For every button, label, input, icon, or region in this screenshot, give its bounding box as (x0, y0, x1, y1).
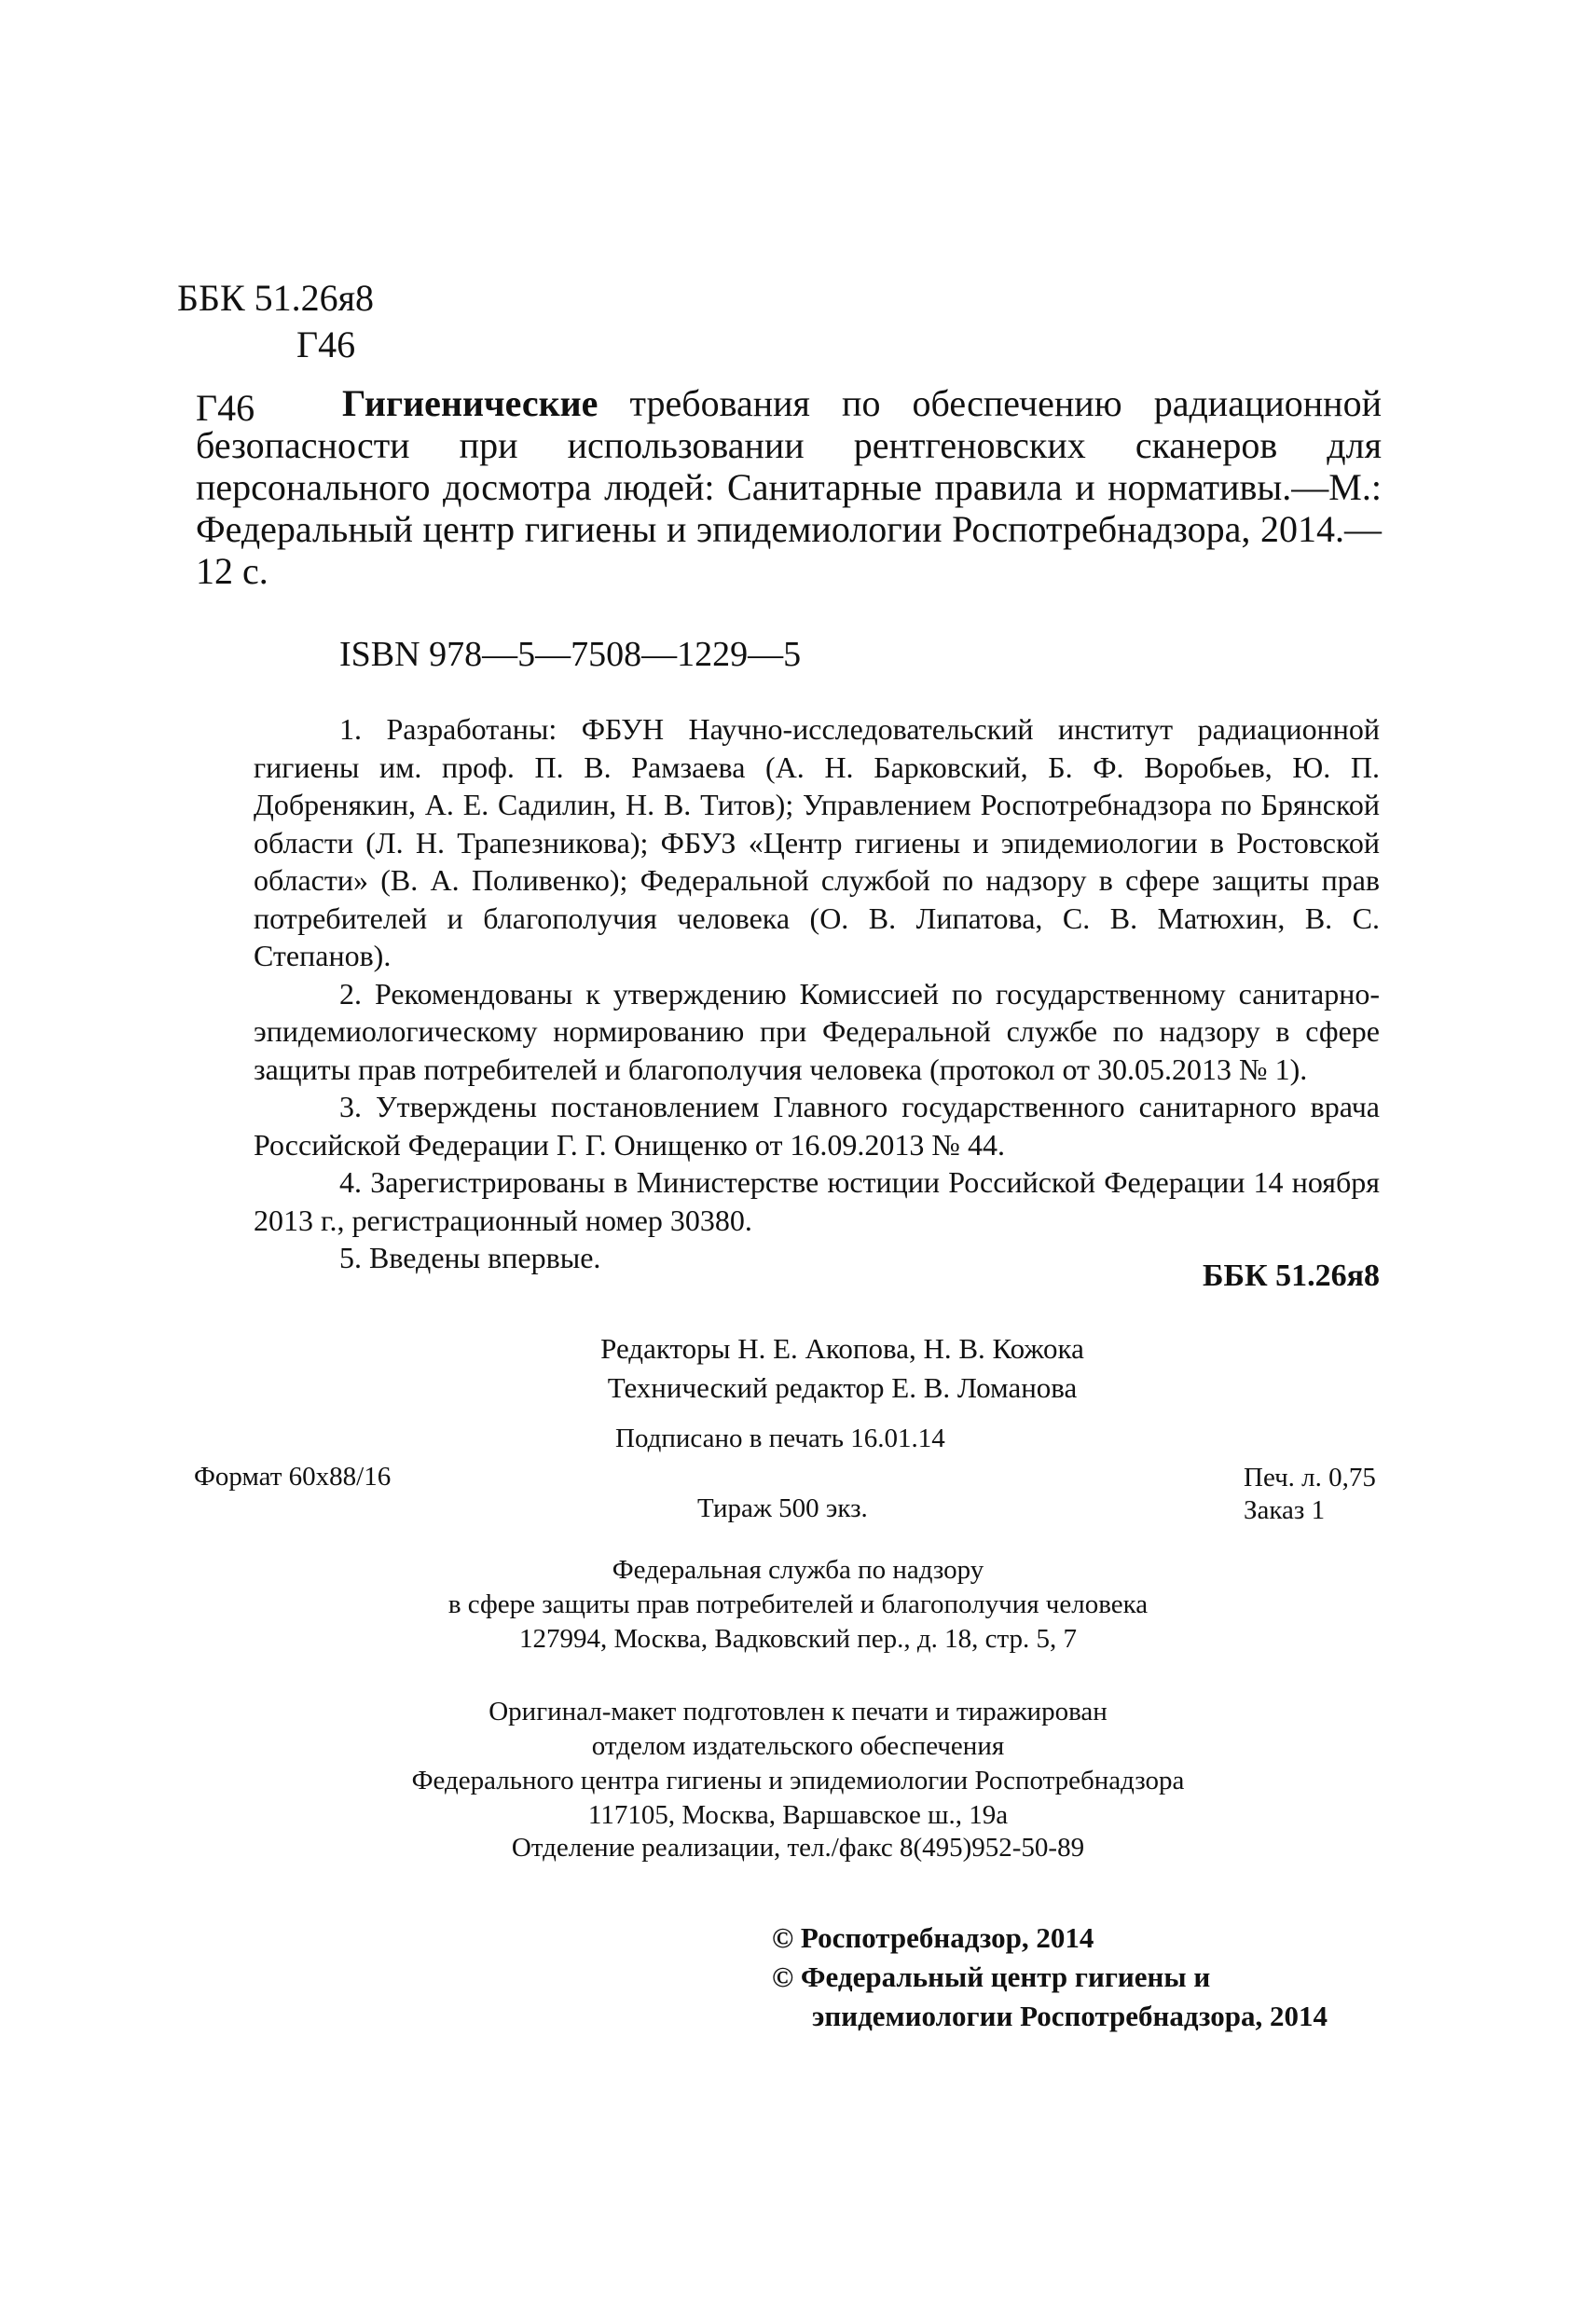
publisher-line: Федеральная служба по надзору (612, 1555, 984, 1585)
circulation: Тираж 500 экз. (697, 1493, 868, 1523)
title-bold: Гигиенические (342, 382, 598, 424)
publisher-block (0, 1553, 1596, 1657)
order-number: Заказ 1 (1244, 1495, 1326, 1525)
printer-block (0, 1695, 1596, 1833)
printer-line: 117105, Москва, Варшавское ш., 19а (587, 1800, 1009, 1830)
tech-editor: Технический редактор Е. В. Ломанова (607, 1371, 1078, 1404)
info-item: 4. Зарегистрированы в Министерстве юстиции Российской Федерации 14 ноября 2013 г., регистрационный номер 30380. (254, 1165, 1380, 1237)
editors-block (0, 1329, 1596, 1408)
sales-contact: Отделение реализации, тел./факс 8(495)952-50-89 (511, 1833, 1085, 1863)
printer-line: Федерального центра гигиены и эпидемиологии Роспотребнадзора (411, 1766, 1185, 1795)
copyright-line: © Роспотребнадзор, 2014 (772, 1921, 1094, 1954)
author-index: Г46 (296, 323, 356, 365)
publisher-line: 127994, Москва, Вадковский пер., д. 18, стр. 5, 7 (518, 1624, 1078, 1654)
info-item: 1. Разработаны: ФБУН Научно-исследовательский институт радиационной гигиены им. проф. П. В. Рамзаева (А. Н. Барковский, Б. Ф. Воробьев, Ю. П. Добренякин, А. Е. Садилин, Н. В. Титов); Управлением Роспотребнадзора по Брянской области (Л. Н. Трапезникова); ФБУЗ «Центр гигиены и эпидемиологии в Ростовской области» (В. А. Поливенко); Федеральной службой по надзору в сфере защиты прав потребителей и благополучия человека (О. В. Липатова, С. В. Матюхин, В. С. Степанов). (254, 712, 1380, 972)
entry-index: Г46 (196, 387, 255, 429)
copyright-line: © Федеральный центр гигиены и (772, 1960, 1211, 1993)
isbn: ISBN 978—5—7508—1229—5 (339, 635, 802, 674)
printer-line: Оригинал-макет подготовлен к печати и тиражирован (488, 1697, 1108, 1726)
bibliographic-description (196, 382, 1382, 592)
info-item: 3. Утверждены постановлением Главного государственного санитарного врача Российской Федерации Г. Г. Онищенко от 16.09.2013 № 44. (254, 1090, 1380, 1162)
info-item: 5. Введены впервые. (339, 1241, 601, 1274)
print-sheets: Печ. л. 0,75 (1244, 1463, 1376, 1493)
title-rest: требования по обеспечению радиационной безопасности при использовании рентгеновских сканеров для персонального досмотра людей: Санитарные правила и нормативы.—М.: Федеральный центр гигиены и эпидемиологии Роспотребнадзора, 2014.—12 с. (196, 382, 1382, 592)
bbk-code: ББК 51.26я8 (177, 277, 375, 319)
copyright-line: эпидемиологии Роспотребнадзора, 2014 (812, 2000, 1328, 2032)
bbk-code-bold: ББК 51.26я8 (1202, 1259, 1380, 1293)
signed-date: Подписано в печать 16.01.14 (615, 1424, 945, 1453)
editors: Редакторы Н. Е. Акопова, Н. В. Кожока (600, 1332, 1084, 1365)
paper-format: Формат 60x88/16 (194, 1462, 392, 1492)
publisher-line: в сфере защиты прав потребителей и благополучия человека (447, 1589, 1149, 1619)
printer-line: отделом издательского обеспечения (591, 1731, 1005, 1761)
info-item: 2. Рекомендованы к утверждению Комиссией по государственному санитарно-эпидемиологическому нормированию при Федеральной службе по надзору в сфере защиты прав потребителей и благополучия человека (протокол от 30.05.2013 № 1). (254, 976, 1380, 1086)
copyright-block (772, 1919, 1328, 2036)
info-list (254, 710, 1380, 1277)
